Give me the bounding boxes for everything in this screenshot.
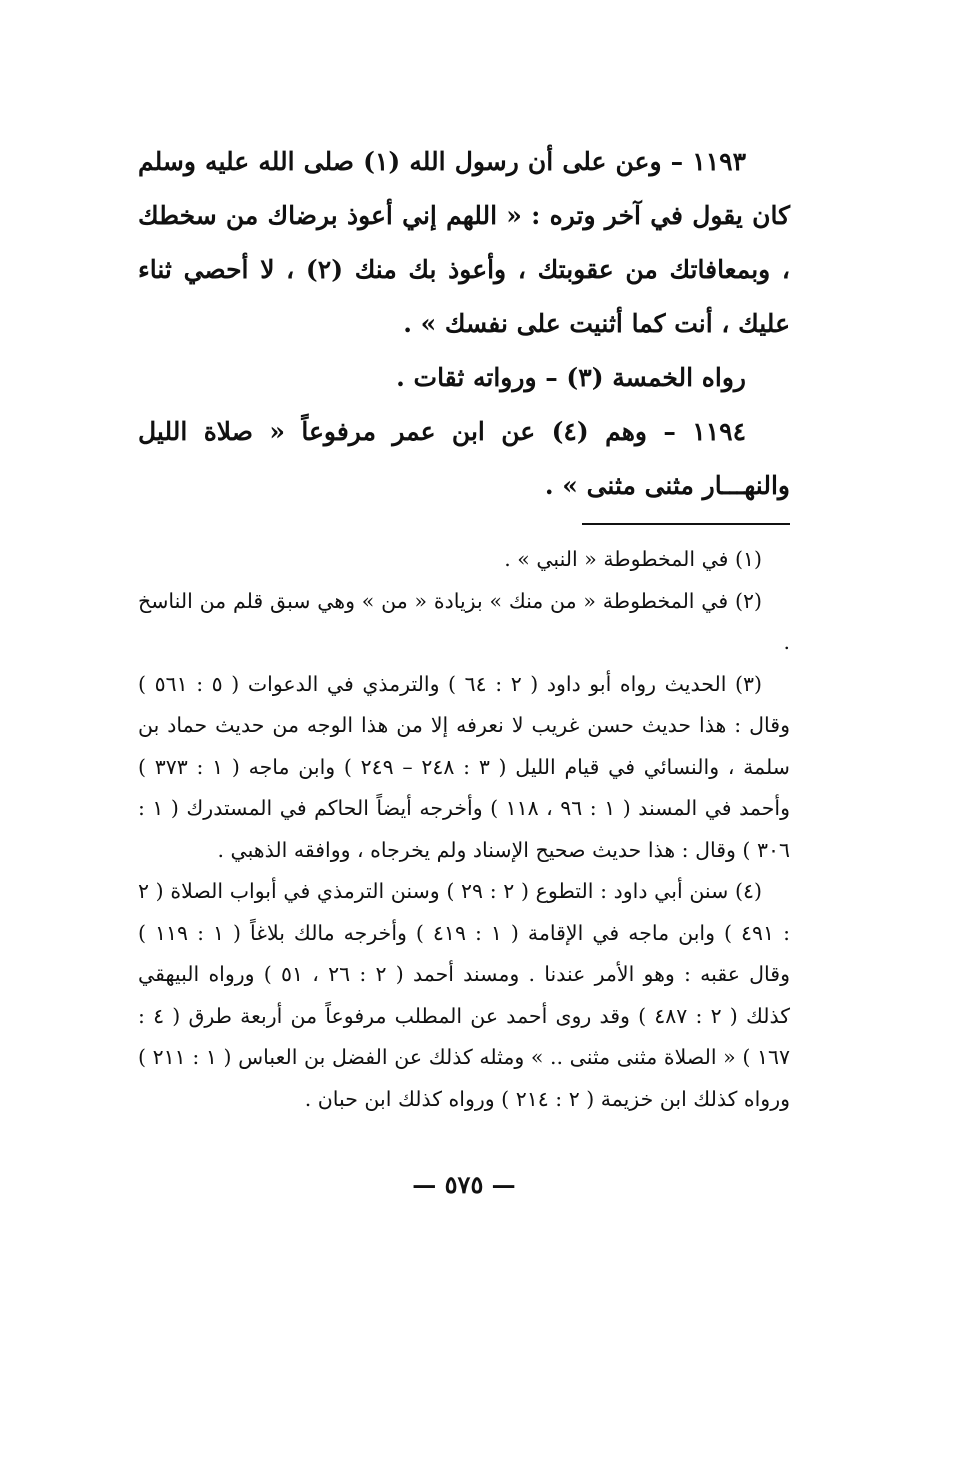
footnote-2: (٢) في المخطوطة « من منك » بزيادة « من » وهي سبق قلم من الناسخ .	[138, 588, 790, 654]
footnote-1: (١) في المخطوطة « النبي » .	[504, 547, 762, 571]
footnote-3: (٣) الحديث رواه أبو داود ( ٢ : ٦٤ ) والترمذي في الدعوات ( ٥ : ٥٦١ ) وقال : هذا حديث حسن غريب لا نعرفه إلا من هذا الوجه من حديث حماد بن سلمة ، والنسائي في قيام الليل ( ٣ : ٢٤٨ – ٢٤٩ ) وابن ماجه ( ١ : ٣٧٣ ) وأحمد في المسند ( ١ : ٩٦ ، ١١٨ ) وأخرجه أيضاً الحاكم في المستدرك ( ١ : ٣٠٦ ) وقال : هذا حديث صحيح الإسناد ولم يخرجاه ، ووافقه الذهبي .	[138, 671, 790, 862]
hadith-1194: ١١٩٤ – وهم (٤) عن ابن عمر مرفوعاً « صلاة الليل والنهـــار مثنى مثنى » .	[138, 417, 790, 500]
page	[138, 135, 790, 1425]
narration-note: رواه الخمسة (٣) – ورواته ثقات .	[396, 363, 746, 392]
hadith-1193: ١١٩٣ – وعن على أن رسول الله (١) صلى الله عليه وسلم كان يقول في آخر وتره : « اللهم إني أعوذ برضاك من سخطك ، وبمعافاتك من عقوبتك ، وأعوذ بك منك (٢) ، لا أحصي ثناء عليك ، أنت كما أثنيت على نفسك » .	[138, 147, 790, 338]
page-number: — ٥٧٥ —	[412, 1170, 516, 1199]
footnotes	[138, 539, 790, 1120]
main-text	[138, 135, 790, 513]
footnote-4: (٤) سنن أبي داود : التطوع ( ٢ : ٢٩ ) وسنن الترمذي في أبواب الصلاة ( ٢ : ٤٩١ ) وابن ماجه في الإقامة ( ١ : ٤١٩ ) وأخرجه مالك بلاغاً ( ١ : ١١٩ ) وقال عقبه : وهو الأمر عندنا . ومسند أحمد ( ٢ : ٢٦ ، ٥١ ) ورواه البيهقي كذلك ( ٢ : ٤٨٧ ) وقد روى أحمد عن المطلب مرفوعاً من أربعة طرق ( ٤ : ١٦٧ ) « الصلاة مثنى مثنى .. » ومثله كذلك عن الفضل بن العباس ( ١ : ٢١١ ) ورواه كذلك ابن خزيمة ( ٢ : ٢١٤ ) ورواه كذلك ابن حبان .	[138, 879, 790, 1111]
footnote-separator	[582, 523, 790, 525]
